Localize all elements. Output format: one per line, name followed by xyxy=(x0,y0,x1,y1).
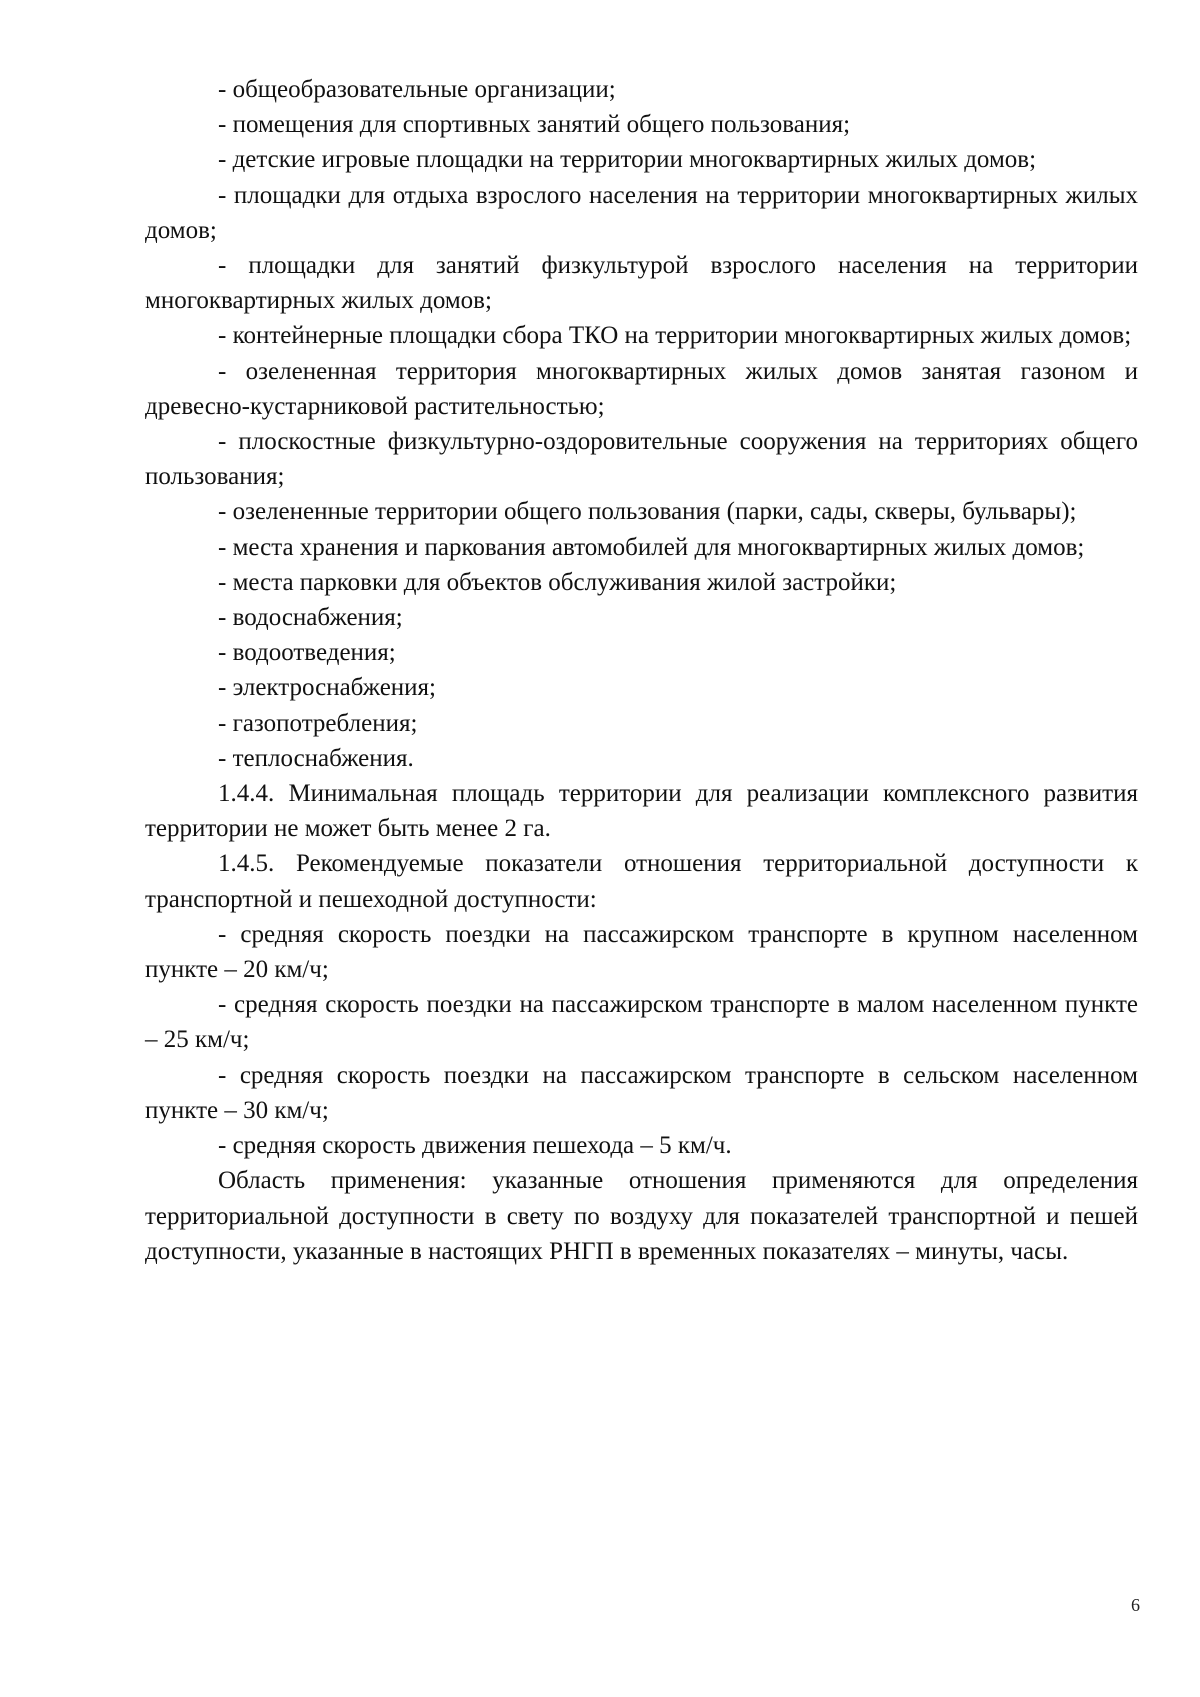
list-item: - контейнерные площадки сбора ТКО на территории многоквартирных жилых домов; xyxy=(218,322,1132,350)
scope-paragraph: Область применения: указанные отношения применяются для определения территориальной доступности в свету по воздуху для показателей транспортной и пешей доступности, указанные в настоящих РНГП в временных показателях – минуты, часы. xyxy=(145,1167,1138,1265)
list-item: - водоснабжения; xyxy=(218,604,403,632)
list-item: - плоскостные физкультурно-оздоровительные сооружения на территориях общего пользования; xyxy=(145,428,1138,491)
list-item: - места хранения и паркования автомобилей для многоквартирных жилых домов; xyxy=(218,533,1085,561)
list-item: - площадки для отдыха взрослого населения на территории многоквартирных жилых домов; xyxy=(145,181,1138,244)
document-body xyxy=(145,72,1138,1269)
list-item: - водоотведения; xyxy=(218,639,396,667)
list-item: - площадки для занятий физкультурой взрослого населения на территории многоквартирных жилых домов; xyxy=(145,252,1138,315)
list-item: - средняя скорость поездки на пассажирском транспорте в сельском населенном пункте – 30 км/ч; xyxy=(145,1061,1138,1124)
list-item: - средняя скорость поездки на пассажирском транспорте в крупном населенном пункте – 20 км/ч; xyxy=(145,920,1138,984)
list-item: - места парковки для объектов обслуживания жилой застройки; xyxy=(218,568,897,596)
list-item: - газопотребления; xyxy=(218,709,418,737)
list-item: - помещения для спортивных занятий общего пользования; xyxy=(218,111,851,139)
list-item: - средняя скорость поездки на пассажирском транспорте в малом населенном пункте – 25 км/ч; xyxy=(145,991,1138,1054)
page-number: 6 xyxy=(1131,1595,1140,1615)
section-paragraph-1-4-4: 1.4.4. Минимальная площадь территории для реализации комплексного развития территории не может быть менее 2 га. xyxy=(145,780,1138,843)
list-item: - электроснабжения; xyxy=(218,674,437,702)
list-item: - теплоснабжения. xyxy=(218,744,414,772)
list-item: - общеобразовательные организации; xyxy=(218,76,616,103)
list-item: - озелененные территории общего пользования (парки, сады, скверы, бульвары); xyxy=(218,498,1077,526)
list-item: - озелененная территория многоквартирных жилых домов занятая газоном и древесно-кустарниковой растительностью; xyxy=(145,357,1138,420)
list-item: - детские игровые площадки на территории многоквартирных жилых домов; xyxy=(218,146,1037,174)
section-paragraph-1-4-5: 1.4.5. Рекомендуемые показатели отношения территориальной доступности к транспортной и пешеходной доступности: xyxy=(145,850,1138,913)
list-item: - средняя скорость движения пешехода – 5 км/ч. xyxy=(218,1132,732,1160)
